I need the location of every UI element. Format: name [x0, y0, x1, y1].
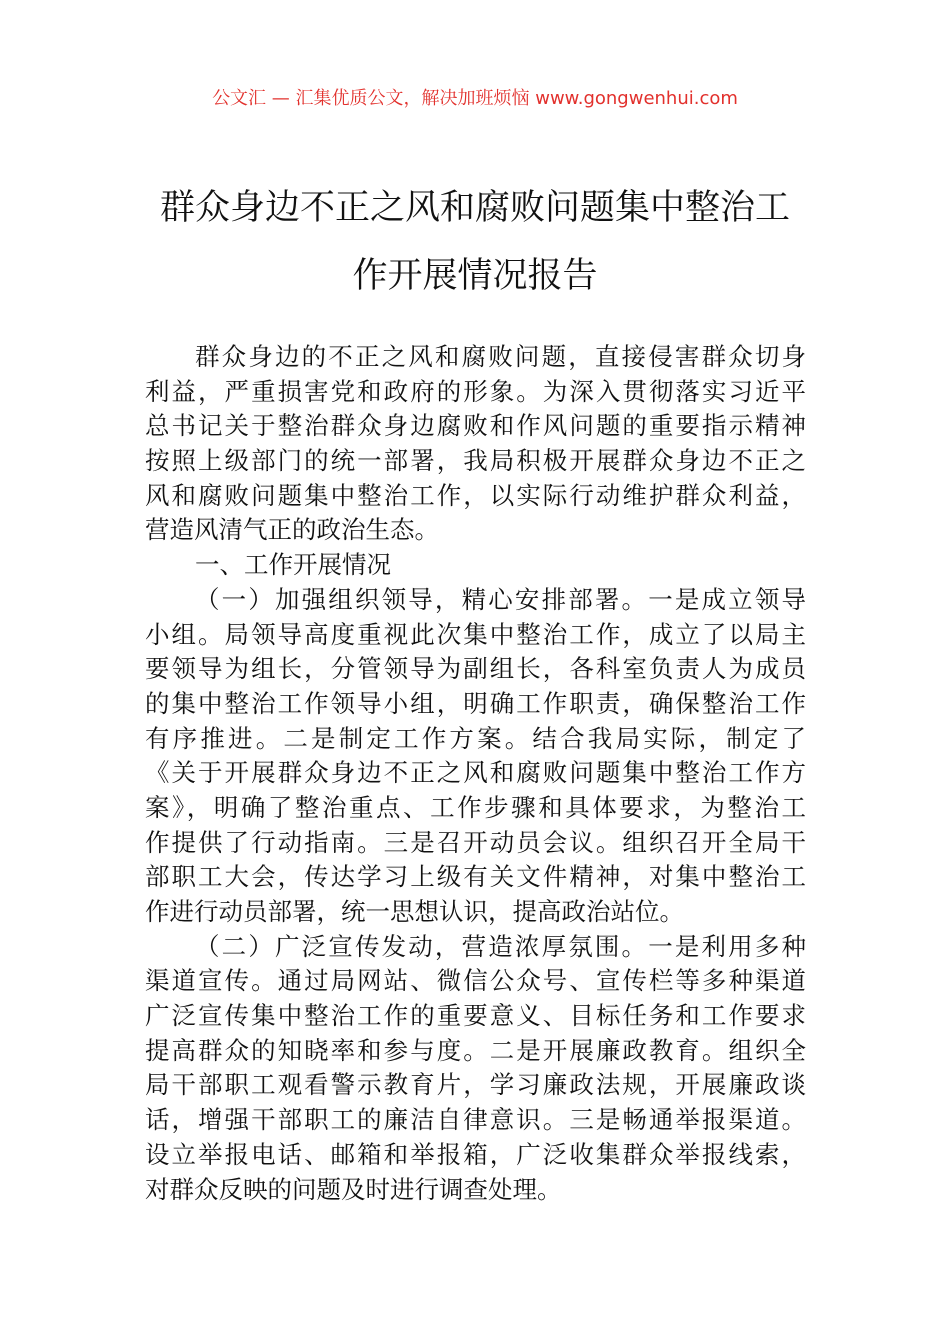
body-text-line: 广泛宣传集中整治工作的重要意义、目标任务和工作要求	[145, 1001, 806, 1031]
body-text-line: 对群众反映的问题及时进行调查处理。	[145, 1174, 562, 1204]
body-text-line: 群众身边的不正之风和腐败问题，直接侵害群众切身	[195, 342, 806, 371]
body-text-line: 作进行动员部署，统一思想认识，提高政治站位。	[145, 897, 684, 926]
body-text-line: （一）加强组织领导，精心安排部署。一是成立领导	[195, 584, 806, 614]
body-text-line: 《关于开展群众身边不正之风和腐败问题集中整治工作方	[145, 758, 806, 788]
body-text-line: 营造风清气正的政治生态。	[145, 515, 439, 545]
body-text-line: （二）广泛宣传发动，营造浓厚氛围。一是利用多种	[195, 931, 806, 961]
body-text-line: 风和腐败问题集中整治工作，以实际行动维护群众利益，	[145, 480, 806, 510]
body-text-line: 小组。局领导高度重视此次集中整治工作，成立了以局主	[145, 619, 806, 649]
body-text-line: 话，增强干部职工的廉洁自律意识。三是畅通举报渠道。	[145, 1105, 806, 1135]
body-text-line: 局干部职工观看警示教育片，学习廉政法规，开展廉政谈	[145, 1070, 806, 1100]
body-text-line: 提高群众的知晓率和参与度。二是开展廉政教育。组织全	[145, 1035, 806, 1065]
body-text-line: 按照上级部门的统一部署，我局积极开展群众身边不正之	[145, 446, 806, 476]
body-text-line: 利益，严重损害党和政府的形象。为深入贯彻落实习近平	[145, 376, 806, 406]
document-body	[145, 340, 806, 1207]
body-text-line: 案》，明确了整治重点、工作步骤和具体要求，为整治工	[145, 792, 806, 822]
watermark-header: 公文汇 — 汇集优质公文，解决加班烦恼 www.gongwenhui.com	[212, 88, 738, 109]
body-text-line: 有序推进。二是制定工作方案。结合我局实际，制定了	[145, 723, 806, 753]
body-text-line: 设立举报电话、邮箱和举报箱，广泛收集群众举报线索，	[145, 1139, 806, 1169]
body-text-line: 渠道宣传。通过局网站、微信公众号、宣传栏等多种渠道	[145, 966, 806, 996]
document-title-line-2: 作开展情况报告	[352, 256, 598, 296]
body-text-line: 要领导为组长，分管领导为副组长，各科室负责人为成员	[145, 654, 806, 684]
body-text-line: 总书记关于整治群众身边腐败和作风问题的重要指示精神	[145, 411, 806, 441]
document-title-line-1: 群众身边不正之风和腐败问题集中整治工	[159, 188, 790, 228]
body-text-line: 部职工大会，传达学习上级有关文件精神，对集中整治工	[145, 862, 806, 892]
body-text-line: 一、工作开展情况	[195, 550, 391, 580]
body-text-line: 的集中整治工作领导小组，明确工作职责，确保整治工作	[145, 688, 806, 718]
body-text-line: 作提供了行动指南。三是召开动员会议。组织召开全局干	[145, 827, 806, 857]
